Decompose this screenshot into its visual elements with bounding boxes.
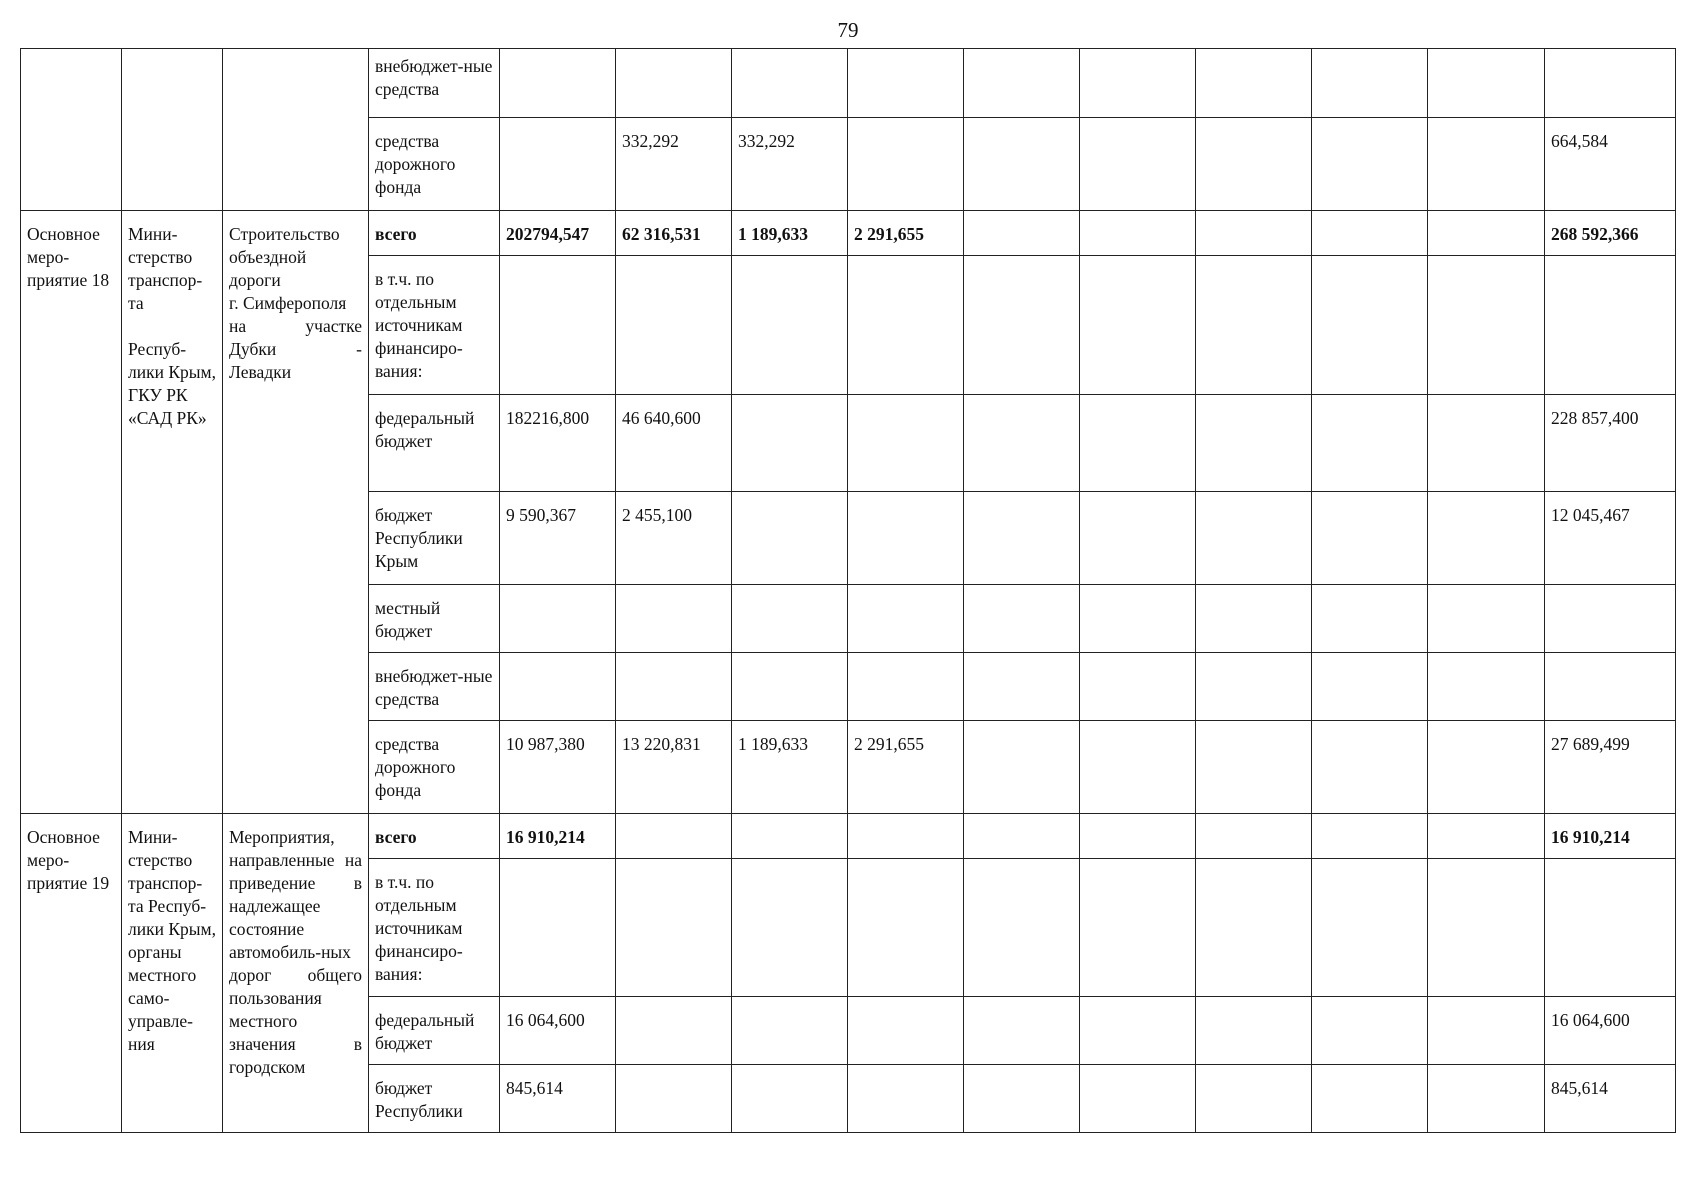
source-cell: федеральный бюджет: [369, 997, 500, 1065]
value-cell: [616, 814, 732, 859]
source-cell: внебюджет-ные средства: [369, 653, 500, 721]
value-cell: [1428, 211, 1545, 256]
value-cell: 332,292: [616, 118, 732, 211]
value-cell: [848, 859, 964, 997]
name-text: [229, 315, 362, 338]
value-cell: [964, 492, 1080, 585]
value-cell: [1196, 256, 1312, 395]
source-cell: бюджет Республики Крым: [369, 492, 500, 585]
value-cell: [964, 211, 1080, 256]
value-cell: [964, 1065, 1080, 1133]
value-cell: [732, 859, 848, 997]
value-cell: 16 910,214: [500, 814, 616, 859]
value-cell: [1196, 814, 1312, 859]
value-cell: [1196, 492, 1312, 585]
source-cell: в т.ч. по отдельным источникам финансиро-вания:: [369, 256, 500, 395]
value-cell: [848, 653, 964, 721]
value-cell: [500, 118, 616, 211]
total-cell: 845,614: [1545, 1065, 1676, 1133]
name-text: [229, 338, 362, 361]
total-cell: 27 689,499: [1545, 721, 1676, 814]
value-cell: [1196, 859, 1312, 997]
value-cell: [848, 118, 964, 211]
executor-text: Респуб-лики Крым, ГКУ РК «САД РК»: [128, 339, 216, 428]
value-cell: [500, 585, 616, 653]
value-cell: [1428, 814, 1545, 859]
code-cell: Основное меро-приятие 18: [21, 211, 122, 814]
value-cell: [848, 492, 964, 585]
value-cell: [1080, 49, 1196, 118]
value-cell: 1 189,633: [732, 721, 848, 814]
value-cell: 202794,547: [500, 211, 616, 256]
total-cell: 664,584: [1545, 118, 1676, 211]
value-cell: [1428, 859, 1545, 997]
value-cell: [1196, 653, 1312, 721]
value-cell: [732, 49, 848, 118]
value-cell: [1428, 653, 1545, 721]
value-cell: [1428, 49, 1545, 118]
value-cell: 62 316,531: [616, 211, 732, 256]
source-cell: внебюджет-ные средства: [369, 49, 500, 118]
name-cell: [223, 211, 369, 814]
value-cell: [616, 49, 732, 118]
value-cell: 2 291,655: [848, 211, 964, 256]
value-cell: [1312, 1065, 1428, 1133]
value-cell: [1312, 211, 1428, 256]
total-cell: [1545, 49, 1676, 118]
value-cell: [732, 256, 848, 395]
value-cell: [1080, 653, 1196, 721]
budget-table: [20, 48, 1676, 1133]
total-cell: 228 857,400: [1545, 395, 1676, 492]
value-cell: [616, 256, 732, 395]
name-text: г. Симферополя: [229, 293, 347, 313]
value-cell: 1 189,633: [732, 211, 848, 256]
value-cell: [1080, 814, 1196, 859]
value-cell: [848, 1065, 964, 1133]
total-cell: [1545, 256, 1676, 395]
value-cell: [964, 49, 1080, 118]
value-cell: [732, 585, 848, 653]
value-cell: [848, 49, 964, 118]
value-cell: [964, 653, 1080, 721]
table-row: [21, 49, 1676, 118]
value-cell: [964, 585, 1080, 653]
value-cell: [1312, 814, 1428, 859]
value-cell: 46 640,600: [616, 395, 732, 492]
value-cell: [616, 585, 732, 653]
value-cell: [1312, 256, 1428, 395]
value-cell: [848, 256, 964, 395]
name-cell: [223, 49, 369, 211]
value-cell: [1312, 721, 1428, 814]
value-cell: [1196, 997, 1312, 1065]
value-cell: [1196, 721, 1312, 814]
value-cell: [616, 859, 732, 997]
value-cell: [1312, 653, 1428, 721]
value-cell: [616, 997, 732, 1065]
value-cell: [500, 653, 616, 721]
name-cell: Мероприятия, направленные на приведение в надлежащее состояние автомобиль-ных дорог общего пользования местного значения в городском: [223, 814, 369, 1133]
value-cell: [616, 1065, 732, 1133]
value-cell: 182216,800: [500, 395, 616, 492]
executor-cell: [122, 211, 223, 814]
value-cell: [1312, 49, 1428, 118]
value-cell: [1080, 721, 1196, 814]
executor-cell: [122, 49, 223, 211]
value-cell: [1196, 395, 1312, 492]
value-cell: [1196, 585, 1312, 653]
name-word: участке: [305, 316, 362, 336]
name-text: Левадки: [229, 362, 292, 382]
name-text: Строительство объездной дороги: [229, 224, 340, 290]
name-word: на: [229, 316, 247, 336]
value-cell: [500, 859, 616, 997]
table-row: [21, 211, 1676, 256]
value-cell: [848, 585, 964, 653]
value-cell: 9 590,367: [500, 492, 616, 585]
source-cell: федеральный бюджет: [369, 395, 500, 492]
value-cell: [964, 256, 1080, 395]
value-cell: [1080, 211, 1196, 256]
value-cell: [1080, 859, 1196, 997]
value-cell: [1312, 585, 1428, 653]
value-cell: [1428, 997, 1545, 1065]
value-cell: 332,292: [732, 118, 848, 211]
value-cell: [1080, 1065, 1196, 1133]
value-cell: [1428, 1065, 1545, 1133]
table-row: [21, 814, 1676, 859]
value-cell: [1428, 395, 1545, 492]
value-cell: [848, 997, 964, 1065]
value-cell: [1080, 118, 1196, 211]
value-cell: [1312, 118, 1428, 211]
value-cell: [1080, 256, 1196, 395]
value-cell: [1196, 49, 1312, 118]
value-cell: [1196, 1065, 1312, 1133]
value-cell: [1428, 721, 1545, 814]
value-cell: [732, 492, 848, 585]
value-cell: 2 455,100: [616, 492, 732, 585]
total-cell: 16 910,214: [1545, 814, 1676, 859]
value-cell: [1428, 118, 1545, 211]
source-cell: средства дорожного фонда: [369, 721, 500, 814]
value-cell: [1080, 997, 1196, 1065]
total-cell: 268 592,366: [1545, 211, 1676, 256]
source-cell: средства дорожного фонда: [369, 118, 500, 211]
total-cell: [1545, 653, 1676, 721]
value-cell: 13 220,831: [616, 721, 732, 814]
value-cell: 10 987,380: [500, 721, 616, 814]
code-cell: Основное меро-приятие 19: [21, 814, 122, 1133]
value-cell: [1312, 859, 1428, 997]
source-cell: всего: [369, 211, 500, 256]
total-cell: [1545, 859, 1676, 997]
value-cell: [1196, 118, 1312, 211]
source-cell: в т.ч. по отдельным источникам финансиро-вания:: [369, 859, 500, 997]
value-cell: [1080, 585, 1196, 653]
value-cell: 845,614: [500, 1065, 616, 1133]
value-cell: [732, 997, 848, 1065]
source-cell: местный бюджет: [369, 585, 500, 653]
value-cell: [964, 118, 1080, 211]
value-cell: [1196, 211, 1312, 256]
value-cell: [732, 814, 848, 859]
value-cell: 2 291,655: [848, 721, 964, 814]
value-cell: [964, 859, 1080, 997]
value-cell: 16 064,600: [500, 997, 616, 1065]
value-cell: [1428, 256, 1545, 395]
source-cell: бюджет Республики: [369, 1065, 500, 1133]
name-word: Дубки: [229, 339, 277, 359]
total-cell: [1545, 585, 1676, 653]
value-cell: [964, 997, 1080, 1065]
value-cell: [732, 1065, 848, 1133]
total-cell: 16 064,600: [1545, 997, 1676, 1065]
value-cell: [848, 395, 964, 492]
code-cell: [21, 49, 122, 211]
value-cell: [732, 395, 848, 492]
value-cell: [964, 395, 1080, 492]
value-cell: [848, 814, 964, 859]
total-cell: 12 045,467: [1545, 492, 1676, 585]
value-cell: [500, 49, 616, 118]
name-word: -: [356, 339, 362, 359]
value-cell: [616, 653, 732, 721]
value-cell: [1312, 997, 1428, 1065]
value-cell: [1080, 492, 1196, 585]
source-cell: всего: [369, 814, 500, 859]
page-number: 79: [837, 18, 859, 42]
value-cell: [732, 653, 848, 721]
value-cell: [1312, 395, 1428, 492]
value-cell: [500, 256, 616, 395]
executor-text: Мини-стерство транспор-та: [128, 224, 203, 313]
value-cell: [1312, 492, 1428, 585]
value-cell: [1428, 585, 1545, 653]
value-cell: [964, 721, 1080, 814]
value-cell: [1080, 395, 1196, 492]
value-cell: [964, 814, 1080, 859]
executor-cell: Мини-стерство транспор-та Респуб-лики Крым, органы местного само-управле-ния: [122, 814, 223, 1133]
value-cell: [1428, 492, 1545, 585]
